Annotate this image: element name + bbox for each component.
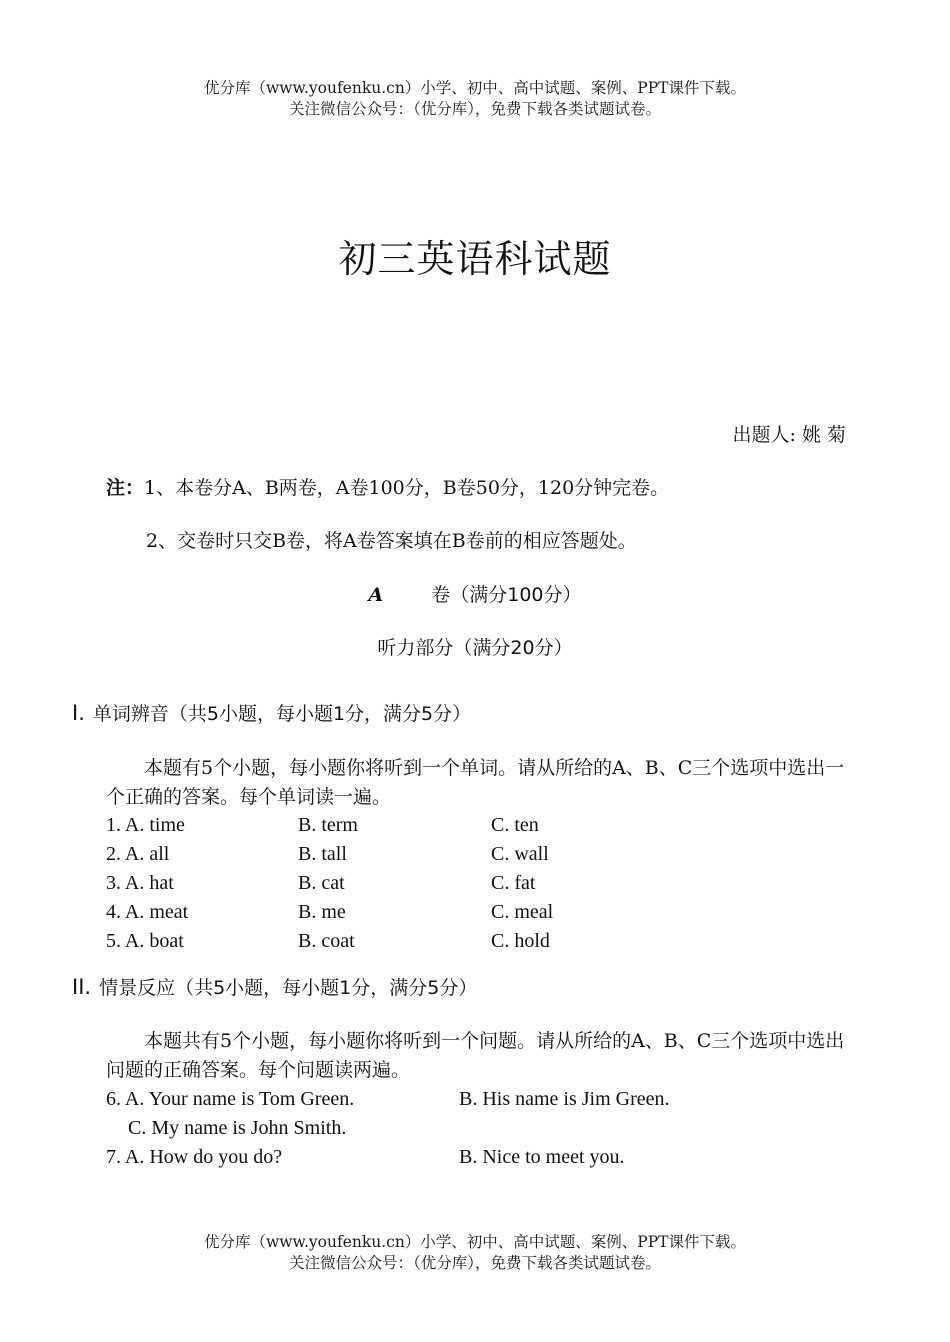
option-a: 4. A. meat (106, 901, 189, 923)
question-row (106, 1143, 866, 1172)
option-a: 6. A. Your name is Tom Green. (106, 1088, 355, 1110)
footer-line-2: 关注微信公众号：（优分库），免费下载各类试题试卷。 (288, 1254, 661, 1272)
header-line-1: 优分库（www.youfenku.cn）小学、初中、高中试题、案例、PPT课件下载。 (203, 79, 747, 97)
option-c: C. hold (491, 930, 550, 952)
question-row (106, 840, 866, 869)
question-row (106, 1114, 866, 1143)
paper-a-label: 卷（满分100分） (431, 584, 582, 606)
option-b: B. Nice to meet you. (459, 1146, 625, 1168)
option-c: C. meal (491, 901, 554, 923)
section-1-heading (72, 699, 471, 726)
section-2-instructions-text: 本题共有5个小题，每小题你将听到一个问题。请从所给的A、B、C三个选项中选出问题的正确答案。每个问题读两遍。 (106, 1030, 845, 1081)
section-2-title: 情景反应（共5小题，每小题1分，满分5分） (99, 977, 478, 999)
note-label: 注： (106, 477, 145, 499)
exam-author: 出题人: 姚 菊 (732, 424, 846, 446)
option-b: B. tall (298, 843, 347, 865)
option-a: 3. A. hat (106, 872, 174, 894)
paper-a-heading (0, 580, 950, 607)
question-row (106, 811, 866, 840)
option-b: B. term (298, 814, 358, 836)
option-c: C. My name is John Smith. (128, 1117, 347, 1139)
note-item-1 (106, 473, 669, 500)
option-c: C. ten (491, 814, 539, 836)
exam-title: 初三英语科试题 (338, 237, 612, 281)
section-1-title: 单词辨音（共5小题，每小题1分，满分5分） (92, 703, 472, 725)
option-b: B. me (298, 901, 346, 923)
section-2-number: II. (72, 975, 92, 999)
paper-a-letter: A (368, 584, 384, 606)
option-a: 1. A. time (106, 814, 185, 836)
question-row (106, 869, 866, 898)
header-line-2: 关注微信公众号：（优分库），免费下载各类试题试卷。 (288, 100, 661, 118)
section-2-instructions (106, 1027, 848, 1085)
section-1-instructions (106, 754, 848, 812)
question-row (106, 1085, 866, 1114)
option-a: 5. A. boat (106, 930, 184, 952)
listening-heading: 听力部分（满分20分） (377, 637, 573, 659)
section-1-instructions-text: 本题有5个小题，每小题你将听到一个单词。请从所给的A、B、C三个选项中选出一个正确的答案。每个单词读一遍。 (106, 757, 845, 808)
option-a: 2. A. all (106, 843, 170, 865)
note-item-2: 2、交卷时只交B卷，将A卷答案填在B卷前的相应答题处。 (146, 530, 637, 552)
option-c: C. fat (491, 872, 536, 894)
option-c: C. wall (491, 843, 549, 865)
page-footer (0, 1232, 950, 1274)
option-a: 7. A. How do you do? (106, 1146, 283, 1168)
question-row (106, 927, 866, 956)
section-2-heading (72, 973, 477, 1000)
section-1-number: I. (72, 701, 85, 725)
footer-line-1: 优分库（www.youfenku.cn）小学、初中、高中试题、案例、PPT课件下载。 (203, 1233, 747, 1251)
question-row (106, 898, 866, 927)
option-b: B. coat (298, 930, 355, 952)
option-b: B. His name is Jim Green. (459, 1088, 670, 1110)
page-header (0, 78, 950, 120)
note-text-1: 1、本卷分A、B两卷，A卷100分，B卷50分，120分钟完卷。 (144, 477, 670, 499)
option-b: B. cat (298, 872, 345, 894)
